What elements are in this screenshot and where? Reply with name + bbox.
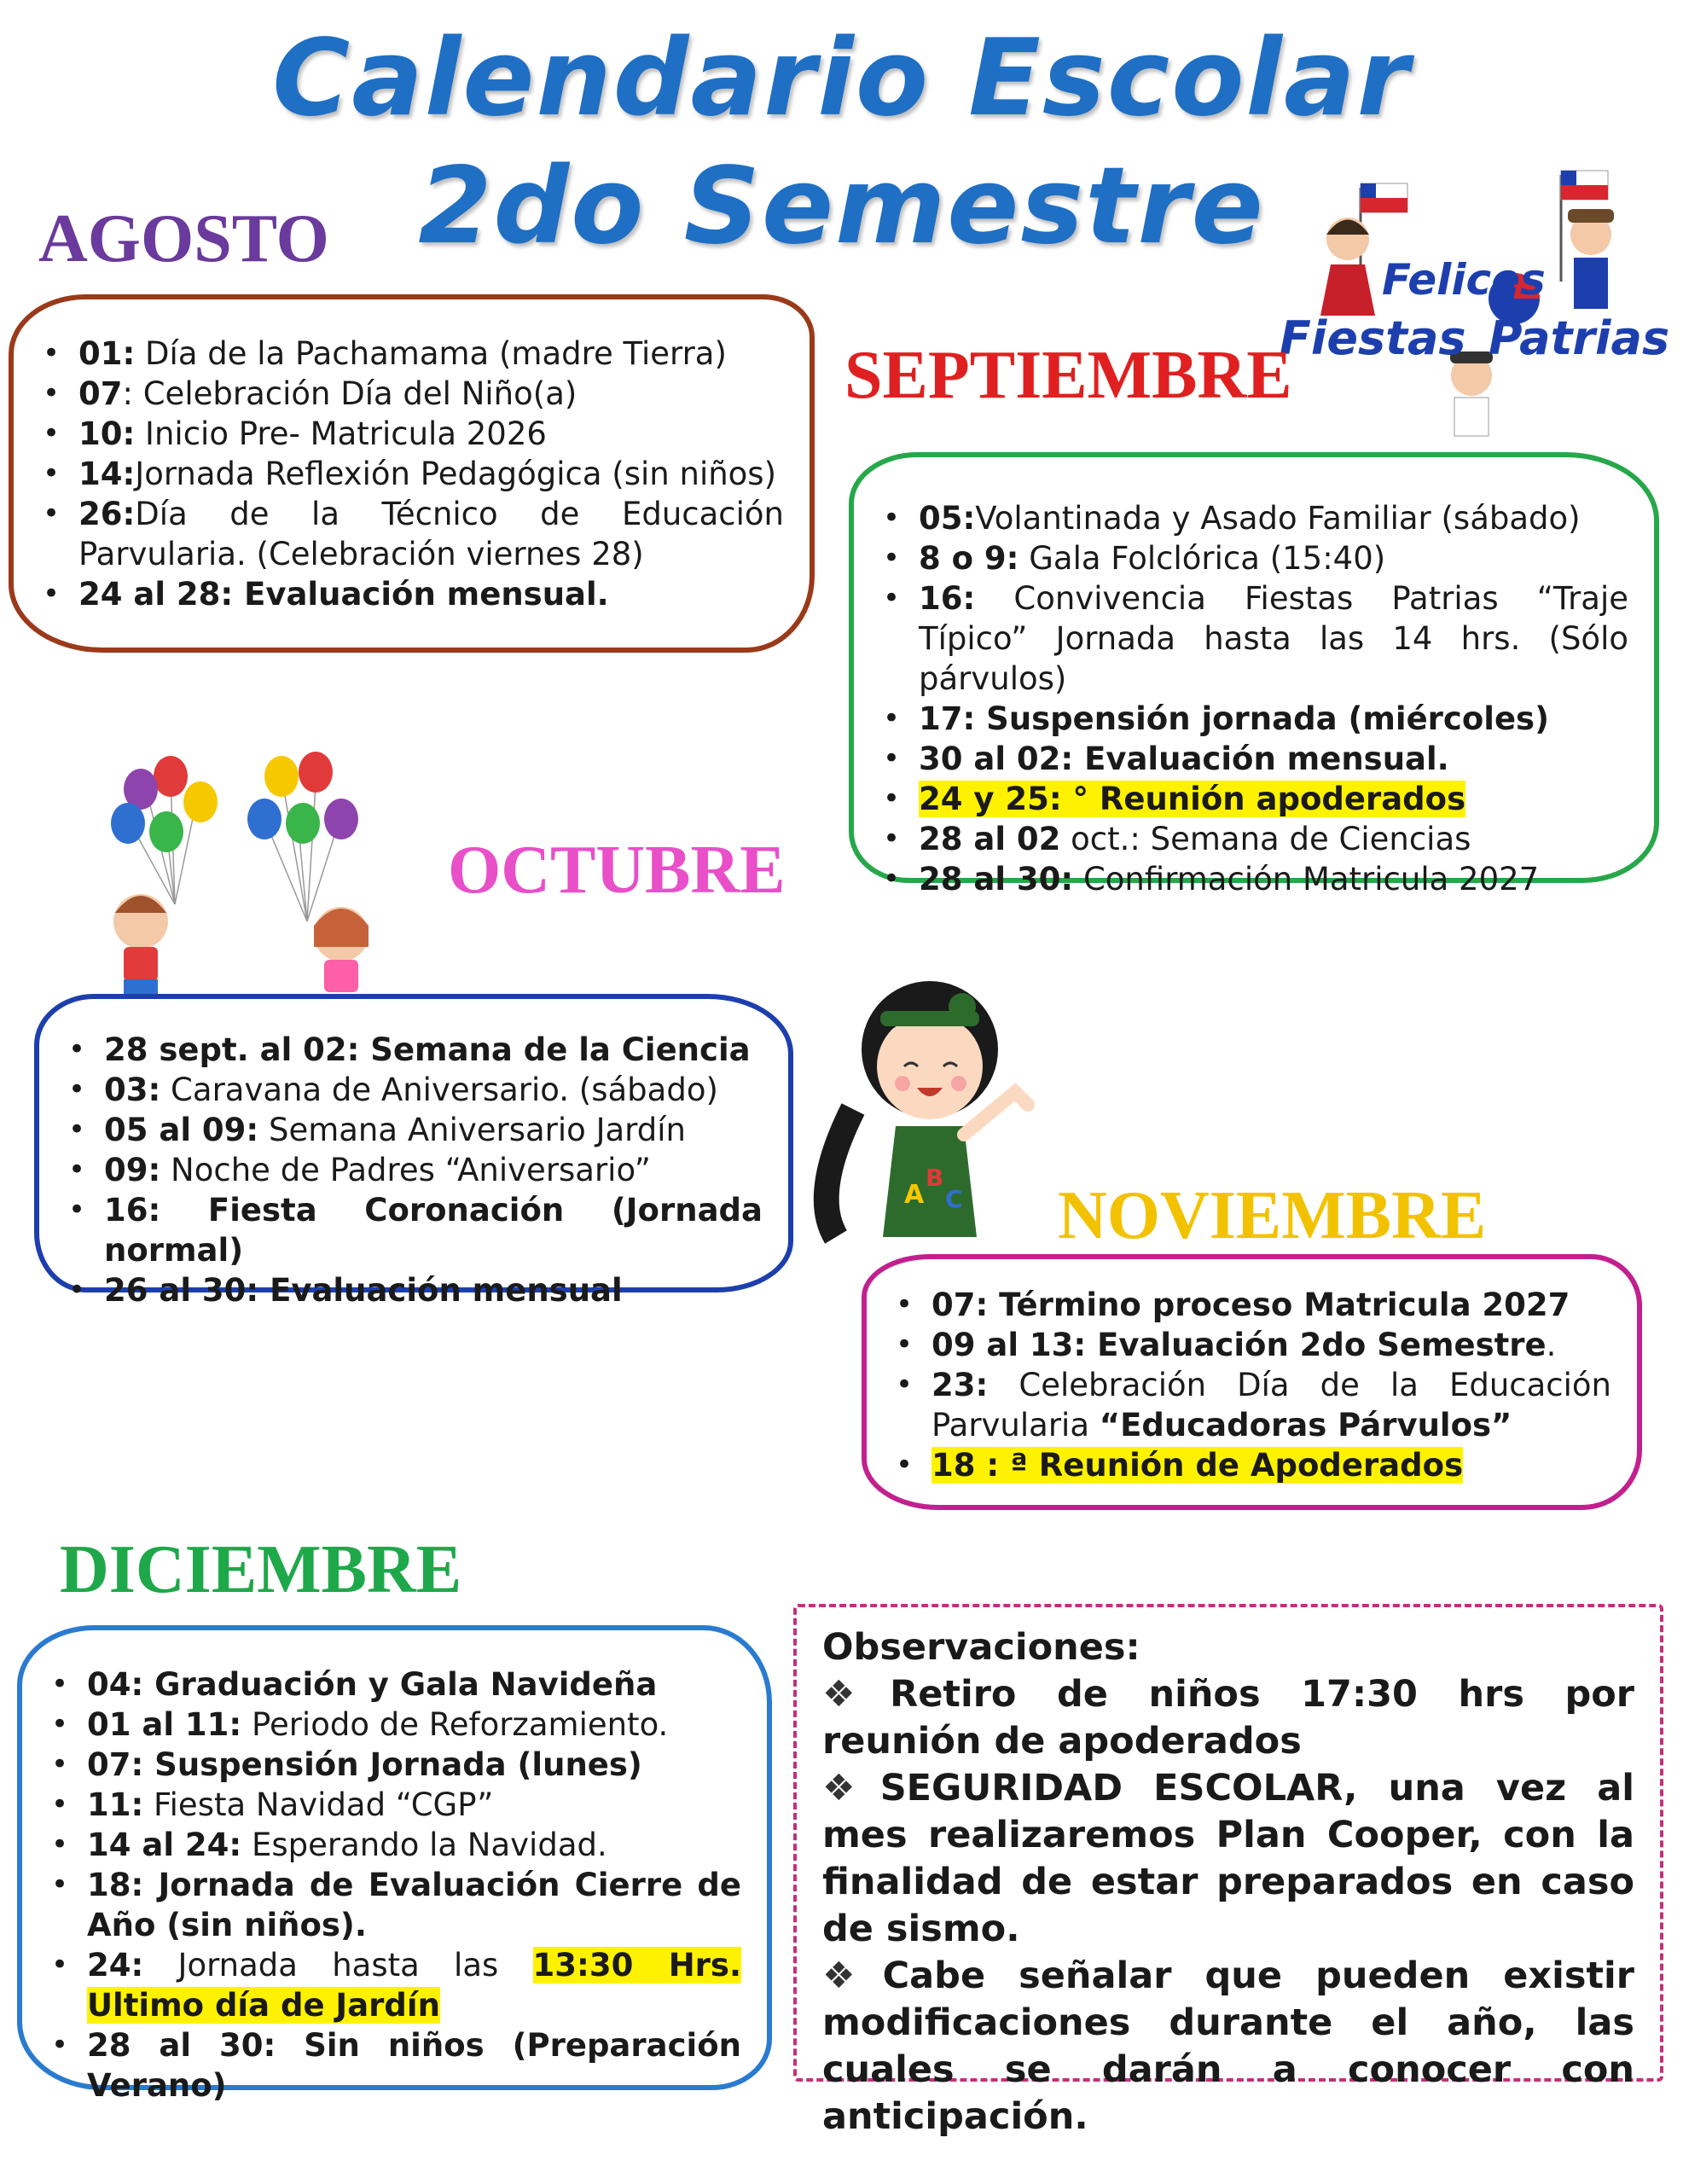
patrias-text: Patrias — [1489, 311, 1670, 365]
list-item: • 30 al 02: Evaluación mensual. — [878, 739, 1628, 779]
list-item: • 01 al 11: Periodo de Reforzamiento. — [46, 1705, 741, 1745]
list-item: • 28 al 02 oct.: Semana de Ciencias — [878, 819, 1628, 859]
month-heading-diciembre: DICIEMBRE — [60, 1532, 462, 1607]
fiestas-text: Fiestas — [1280, 311, 1466, 365]
diamond-bullet-icon: ❖ — [822, 1673, 884, 1716]
observaciones-box — [793, 1604, 1663, 2138]
list-item: • 05:Volantinada y Asado Familiar (sábado) — [878, 498, 1628, 538]
octubre-box — [34, 994, 793, 1309]
list-item: • 07: Término proceso Matricula 2027 — [891, 1285, 1611, 1325]
list-item: • 16: Convivencia Fiestas Patrias “Traje Típico” Jornada hasta las 14 hrs. (Sólo párvulos) — [878, 578, 1628, 699]
list-item: • 26:Día de la Técnico de Educación Parvularia. (Celebración viernes 28) — [38, 494, 784, 574]
list-item: • 17: Suspensión jornada (miércoles) — [878, 699, 1628, 739]
list-item-highlighted: • 24 y 25: ° Reunión apoderados — [878, 779, 1628, 819]
observacion-item: ❖ Retiro de niños 17:30 hrs por reunión de apoderados — [822, 1673, 1634, 1763]
list-item: • 16: Fiesta Coronación (Jornada normal) — [63, 1190, 763, 1270]
list-item: • 03: Caravana de Aniversario. (sábado) — [63, 1070, 763, 1110]
septiembre-box — [849, 452, 1659, 897]
page-title-line-2: 2do Semestre — [418, 145, 1265, 268]
svg-text:C: C — [945, 1185, 963, 1213]
month-heading-agosto: AGOSTO — [38, 201, 329, 276]
list-item: • 18: Jornada de Evaluación Cierre de Año (sin niños). — [46, 1865, 741, 1945]
felices-text: Felices — [1382, 255, 1546, 305]
month-heading-septiembre: SEPTIEMBRE — [844, 338, 1292, 413]
diamond-bullet-icon: ❖ — [822, 1955, 876, 1997]
list-item: • 8 o 9: Gala Folclórica (15:40) — [878, 538, 1628, 578]
list-item-highlighted: • 18 : ª Reunión de Apoderados — [891, 1445, 1611, 1485]
list-item: • 11: Fiesta Navidad “CGP” — [46, 1785, 741, 1825]
fiestas-patrias-illustration — [1280, 162, 1670, 444]
observaciones-heading: Observaciones: — [822, 1626, 1140, 1669]
list-item: • 09 al 13: Evaluación 2do Semestre. — [891, 1325, 1611, 1365]
list-item: • 04: Graduación y Gala Navideña — [46, 1664, 741, 1705]
balloons-kids-illustration — [94, 751, 401, 998]
diciembre-box — [17, 1625, 772, 2104]
list-item: • 09: Noche de Padres “Aniversario” — [63, 1150, 763, 1190]
list-item: • 10: Inicio Pre- Matricula 2026 — [38, 414, 784, 454]
list-item: • 24: Jornada hasta las 13:30 Hrs. Ultimo día de Jardín — [46, 1945, 741, 2025]
svg-text:A: A — [904, 1180, 925, 1210]
diamond-bullet-icon: ❖ — [822, 1767, 873, 1809]
month-heading-octubre: OCTUBRE — [448, 833, 786, 908]
svg-text:B: B — [926, 1164, 944, 1192]
noviembre-box — [862, 1254, 1642, 1510]
list-item: • 24 al 28: Evaluación mensual. — [38, 574, 784, 614]
list-item: • 01: Día de la Pachamama (madre Tierra) — [38, 334, 784, 374]
agosto-box — [9, 294, 815, 653]
girl-teacher-illustration — [819, 956, 1049, 1246]
list-item: • 28 sept. al 02: Semana de la Ciencia — [63, 1030, 763, 1070]
list-item: • 05 al 09: Semana Aniversario Jardín — [63, 1110, 763, 1150]
list-item: • 23: Celebración Día de la Educación Parvularia “Educadoras Párvulos” — [891, 1365, 1611, 1445]
list-item: • 07: Suspensión Jornada (lunes) — [46, 1745, 741, 1785]
list-item: • 14 al 24: Esperando la Navidad. — [46, 1825, 741, 1865]
list-item: • 26 al 30: Evaluación mensual — [63, 1270, 763, 1310]
observacion-item: ❖ Cabe señalar que pueden existir modificaciones durante el año, las cuales se darán a conocer con anticipación. — [822, 1955, 1634, 2138]
month-heading-noviembre: NOVIEMBRE — [1058, 1178, 1487, 1253]
list-item: • 14:Jornada Reflexión Pedagógica (sin niños) — [38, 454, 784, 494]
page-title-line-1: Calendario Escolar — [272, 17, 1411, 140]
list-item: • 28 al 30: Sin niños (Preparación Verano) — [46, 2025, 741, 2106]
observacion-item: ❖ SEGURIDAD ESCOLAR, una vez al mes realizaremos Plan Cooper, con la finalidad de estar preparados en caso de sismo. — [822, 1767, 1634, 1950]
list-item: • 28 al 30: Confirmación Matricula 2027 — [878, 859, 1628, 899]
list-item: • 07: Celebración Día del Niño(a) — [38, 374, 784, 414]
